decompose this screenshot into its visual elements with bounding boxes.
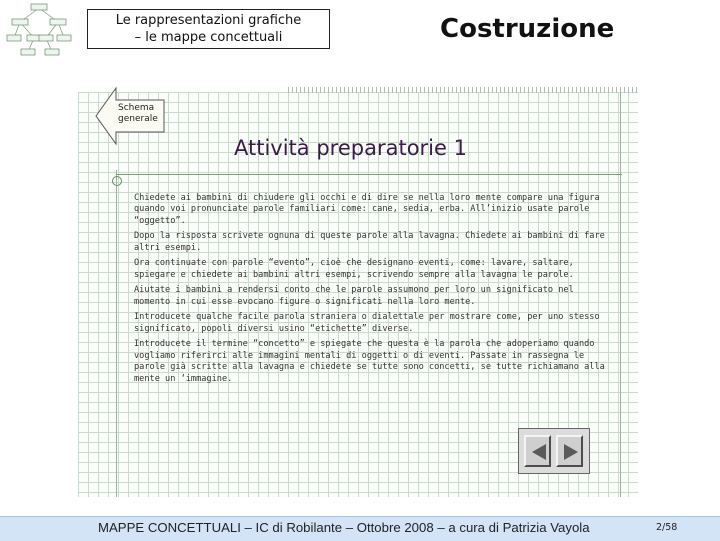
paragraph: Ora continuate con parole “evento”, cioè che designano eventi, come: lavare, saltare, spiegare e chiedete ai bambini altri esempi, scrivendo sempre alla lavagna le parole. bbox=[134, 258, 574, 280]
navigation-panel bbox=[518, 428, 590, 474]
page-heading: Attività preparatorie 1 bbox=[234, 136, 467, 160]
schema-generale-line2: generale bbox=[118, 114, 158, 124]
instructions-text bbox=[134, 193, 610, 389]
triangle-right-icon bbox=[562, 443, 580, 461]
heading-rule bbox=[116, 174, 622, 175]
previous-slide-button[interactable] bbox=[524, 435, 551, 467]
top-dotted-strip bbox=[288, 87, 638, 93]
paragraph: Introducete qualche facile parola straniera o dialettale per mostrare come, per uno stesso significato, popoli diversi usino “etichette” diverse. bbox=[134, 312, 600, 334]
right-margin-line bbox=[620, 92, 621, 497]
paragraph: Aiutate i bambini a rendersi conto che le parole assumono per loro un significato nel momento in cui esse evocano figure o significati nella loro mente. bbox=[134, 285, 574, 307]
page-number: 2/58 bbox=[656, 522, 678, 533]
footer-text: MAPPE CONCETTUALI – IC di Robilante – Ottobre 2008 – a cura di Patrizia Vayola bbox=[98, 520, 590, 535]
next-slide-button[interactable] bbox=[556, 435, 583, 467]
left-margin-line bbox=[116, 170, 117, 497]
paragraph: Introducete il termine “concetto” e spiegate che questa è la parola che adoperiamo quando vogliamo riferirci alle immagini mentali di oggetti o di eventi. Passate in rassegna le parole già scritte alla lavagna e chiedete se tutte sono concetti, se tutte richiamano alla mente un ‘immagine. bbox=[134, 339, 605, 384]
rule-circle-marker bbox=[112, 176, 122, 186]
presentation-title-line2: – le mappe concettuali bbox=[134, 30, 283, 45]
schema-generale-line1: Schema bbox=[118, 103, 155, 113]
paragraph: Dopo la risposta scrivete ognuna di queste parole alla lavagna. Chiedete ai bambini di fare altri esempi. bbox=[134, 231, 605, 253]
schema-generale-label[interactable] bbox=[118, 103, 158, 125]
presentation-title-line1: Le rappresentazioni grafiche bbox=[115, 13, 302, 28]
paragraph: Chiedete ai bambini di chiudere gli occhi e di dire se nella loro mente compare una figura quando voi pronunciate parole familiari come: cane, sedia, erba. All’inizio usate parole “oggetto”. bbox=[134, 193, 600, 226]
concept-map-logo-icon bbox=[6, 2, 72, 60]
presentation-title-box bbox=[87, 9, 330, 49]
triangle-left-icon bbox=[530, 443, 548, 461]
slide-title: Costruzione bbox=[440, 14, 615, 44]
